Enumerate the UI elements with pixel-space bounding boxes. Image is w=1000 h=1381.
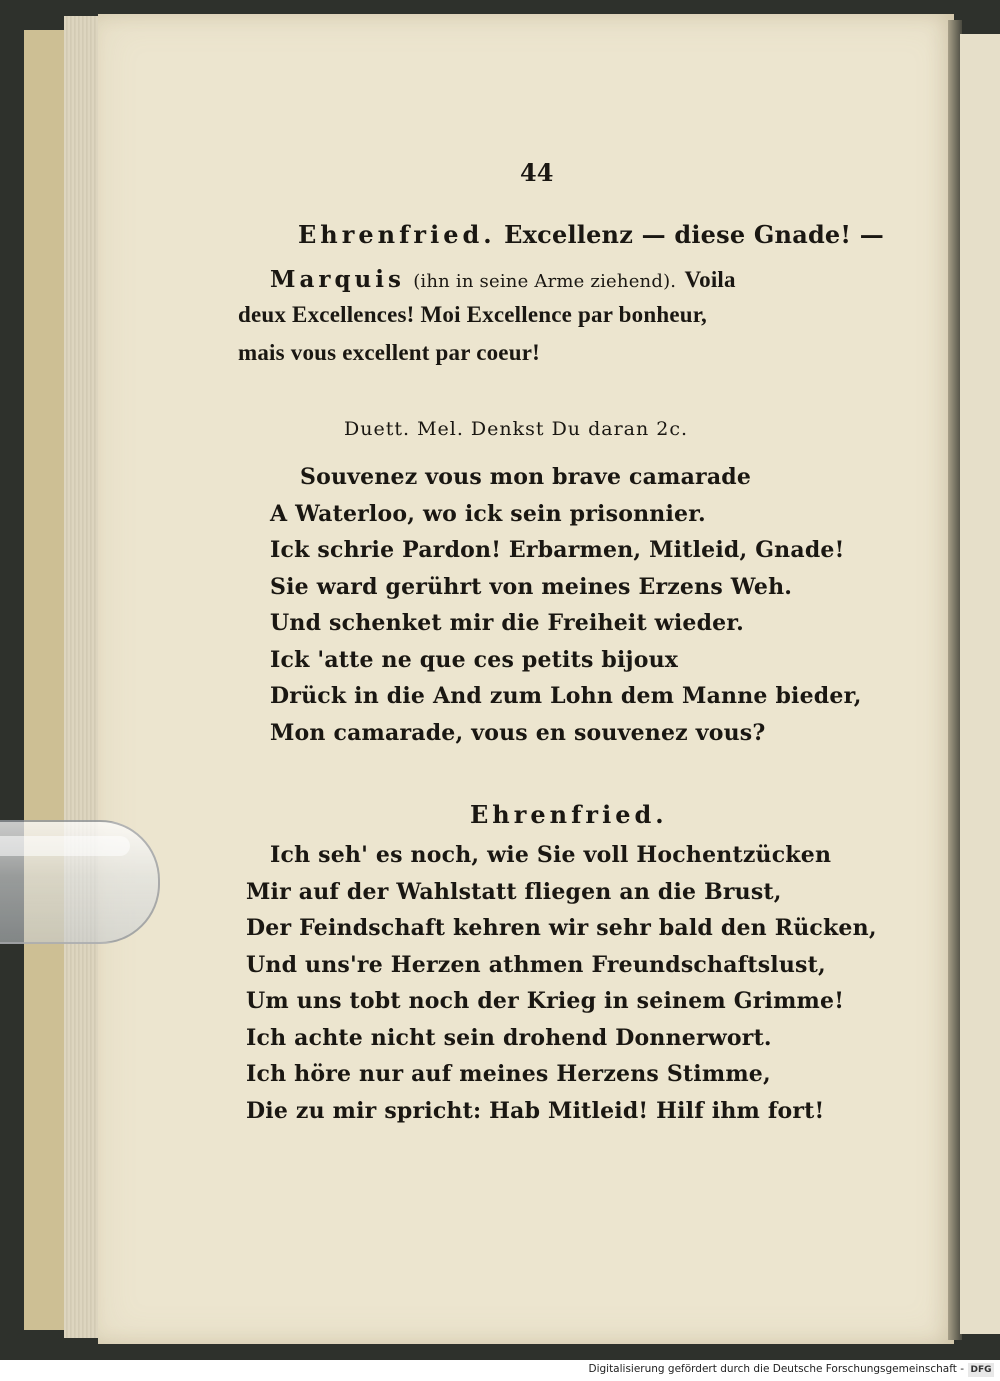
- speaker-name: Marquis: [270, 266, 405, 293]
- song-line: Drück in die And zum Lohn dem Manne bieder,: [270, 683, 862, 709]
- song-line: Ick 'atte ne que ces petits bijoux: [270, 646, 679, 673]
- dialogue-line-2: [270, 266, 910, 293]
- stage-direction: (ihn in seine Arme ziehend).: [413, 271, 677, 292]
- dialogue-text: Excellenz — diese Gnade! —: [504, 220, 884, 249]
- dialogue-line-1: [298, 220, 938, 249]
- song-line: Ich seh' es noch, wie Sie voll Hochentzücken: [270, 842, 832, 868]
- duet-heading: Duett. Mel. Denkst Du daran 2c.: [344, 418, 689, 440]
- song-line: Und uns're Herzen athmen Freundschaftslust,: [246, 951, 826, 978]
- song-line: Mir auf der Wahlstatt fliegen an die Brust,: [246, 878, 782, 905]
- song-line: Und schenket mir die Freiheit wieder.: [270, 610, 744, 636]
- song-line: Um uns tobt noch der Krieg in seinem Grimme!: [246, 988, 845, 1014]
- footer-credit: Digitalisierung gefördert durch die Deutsche Forschungsgemeinschaft -: [588, 1363, 964, 1375]
- dialogue-line-4: mais vous excellent par coeur!: [238, 340, 540, 365]
- dialogue-line-3: deux Excellences! Moi Excellence par bonheur,: [238, 302, 707, 327]
- song-line: Sie ward gerührt von meines Erzens Weh.: [270, 573, 793, 600]
- song-line: Ich höre nur auf meines Herzens Stimme,: [246, 1061, 771, 1087]
- song-line: Ich achte nicht sein drohend Donnerwort.: [246, 1024, 772, 1051]
- speaker-heading: Ehrenfried.: [470, 800, 668, 829]
- song-line: Souvenez vous mon brave camarade: [300, 464, 752, 490]
- dfg-logo: DFG: [968, 1363, 994, 1377]
- facing-page-edge: [960, 34, 1000, 1334]
- book-page: [98, 14, 954, 1344]
- speaker-name: Ehrenfried.: [298, 220, 496, 249]
- song-line: Mon camarade, vous en souvenez vous?: [270, 719, 766, 746]
- page-number: 44: [520, 158, 554, 187]
- song-line: Ick schrie Pardon! Erbarmen, Mitleid, Gnade!: [270, 537, 845, 563]
- dialogue-text: Voila: [684, 267, 736, 292]
- song-line: Die zu mir spricht: Hab Mitleid! Hilf ihm fort!: [246, 1097, 825, 1124]
- glass-page-holder-highlight: [0, 836, 130, 856]
- song-line: Der Feindschaft kehren wir sehr bald den Rücken,: [246, 915, 877, 941]
- song-line: A Waterloo, wo ick sein prisonnier.: [270, 500, 706, 527]
